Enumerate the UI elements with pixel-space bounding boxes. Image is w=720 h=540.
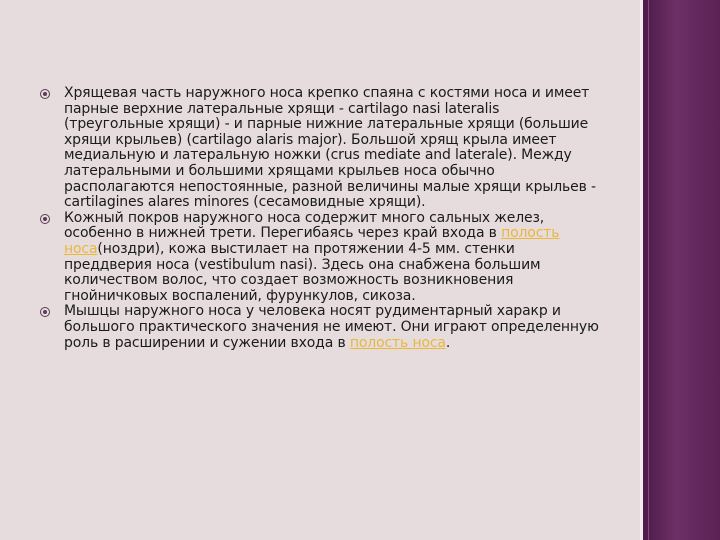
bullet-circle-icon (40, 307, 50, 317)
nasal-cavity-link[interactable]: полость носа (349, 334, 446, 351)
bullet-item-muscles (40, 304, 600, 351)
bullet-item-skin (40, 211, 600, 305)
bullet-text-after: (ноздри), кожа выстилает на протяжении 4-5 мм. стенки преддверия носа (vestibulum nasi). Здесь она снабжена большим количеством волос, что создает возможность возникновения гнойничковых воспалений, фурункулов, сикоза. (64, 240, 541, 304)
bullet-circle-icon (40, 89, 50, 99)
bullet-text-before: Мышцы наружного носа у человека носят рудиментарный харакр и большого практического значения не имеют. Они играют определенную роль в расширении и сужении входа в (64, 303, 599, 351)
bullet-text: Хрящевая часть наружного носа крепко спаяна с костями носа и имеет парные верхние латеральные хрящи - cartilago nasi lateralis (треугольные хрящи) - и парные нижние латеральные хрящи (большие хрящи крыльев) (cartilago alaris major). Большой хрящ крыла имеет медиальную и латеральную ножки (crus mediate and laterale). Между латеральными и большими хрящами крыльев носа обычно располагаются непостоянные, разной величины малые хрящи крыльев - cartilagines alares minores (сесамовидные хрящи). (64, 85, 596, 211)
bullet-text-after: . (445, 334, 451, 351)
bullet-text-before: Кожный покров наружного носа содержит много сальных желез, особенно в нижней трети. Перегибаясь через край входа в (64, 209, 545, 242)
nasal-cavity-link[interactable]: полость носа (64, 225, 560, 257)
bullet-list (40, 86, 600, 351)
decorative-side-band (640, 0, 720, 540)
bullet-item-cartilage (40, 86, 600, 211)
bullet-circle-icon (40, 214, 50, 224)
